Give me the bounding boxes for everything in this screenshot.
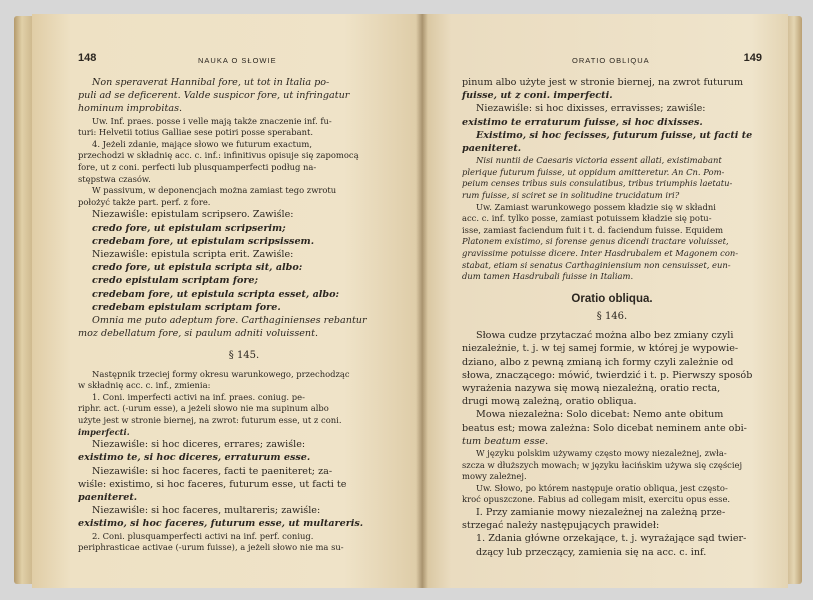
left-text-line: Następnik trzeciej formy okresu warunkowego, przechodząc: [92, 368, 350, 379]
right-text-line: beatus est; mowa zależna: Solo dicebat neminem ante obi-: [462, 422, 747, 434]
right-text-line: fuisse, ut z coni. imperfecti.: [462, 90, 613, 102]
right-text-line: Nisi nuntii de Caesaris victoria essent allati, existimabant: [476, 155, 722, 166]
right-text-line: existimo te erraturum fuisse, si hoc dixisses.: [462, 116, 703, 128]
left-text-line: existimo, si hoc faceres, futurum esse, ut multareris.: [78, 518, 364, 530]
left-text-line: Niezawiśle: si hoc diceres, errares; zawiśle:: [92, 439, 306, 451]
left-text-line: turi: Helvetii totius Galliae sese potiri posse sperabant.: [78, 127, 314, 138]
right-text-line: Niezawiśle: si hoc dixisses, erravisses; zawiśle:: [476, 103, 706, 115]
left-text-line: 2. Coni. plusquamperfecti activi na inf. perf. coniug.: [92, 530, 314, 541]
right-text-line: tum beatum esse.: [462, 435, 549, 447]
oratio-obliqua-heading: Oratio obliqua.: [571, 292, 653, 305]
left-text-line: credebam fore, ut epistula scripta esset, albo:: [92, 288, 340, 300]
left-text-line: wiśle: existimo, si hoc faceres, futurum esse, ut facti te: [78, 478, 347, 490]
left-text-line: moz debellatum fore, si paulum adniti voluissent.: [78, 328, 319, 340]
left-text-line: 1. Coni. imperfecti activi na inf. praes. coniug. pe-: [92, 391, 305, 402]
right-text-line: Existimo, si hoc fecisses, futurum fuisse, ut facti te: [476, 129, 753, 141]
left-running-title: NAUKA O SŁOWIE: [198, 56, 277, 65]
right-text-line: Uw. Słowo, po którem następuje oratio obliqua, jest często-: [476, 482, 728, 493]
left-text-line: credo fore, ut epistula scripta sit, albo:: [92, 262, 303, 274]
left-text-line: 4. Jeżeli zdanie, mające słowo we futurum exactum,: [92, 138, 313, 149]
left-page-number: 148: [78, 52, 97, 64]
left-text-line: periphrasticae activae (-urum fuisse), a jeżeli słowo nie ma su-: [78, 542, 344, 553]
left-text-line: użyte jest w stronie biernej, na zwrot: futurum esse, ut z coni.: [78, 414, 342, 425]
right-text-line: dzący lub przeczący, zamienia się na acc. c. inf.: [476, 546, 707, 558]
left-text-line: riphr. act. (-urum esse), a jeżeli słowo nie ma supinum albo: [78, 403, 329, 414]
left-text-line: Niezawiśle: si hoc faceres, facti te paeniteret; za-: [92, 465, 333, 477]
right-text-line: strzegać należy następujących prawideł:: [462, 520, 660, 532]
right-text-line: Mowa niezależna: Solo dicebat: Nemo ante obitum: [476, 409, 724, 421]
right-text-line: acc. c. inf. tylko posse, zamiast potuissem kładzie się potu-: [462, 213, 712, 224]
right-text-line: drugi mową zależną, oratio obliqua.: [462, 396, 637, 408]
section-145-heading: § 145.: [228, 350, 260, 362]
left-text-line: puli ad se deficerent. Valde suspicor fore, ut infringatur: [78, 90, 350, 102]
left-text-line: Niezawiśle: epistulam scripsero. Zawiśle:: [92, 209, 294, 221]
left-page-body: [78, 76, 410, 554]
left-text-line: położyć także part. perf. z fore.: [78, 196, 211, 207]
right-page-edges: [786, 16, 802, 584]
left-text-line: credebam fore, ut epistulam scripsissem.: [92, 235, 315, 247]
left-text-line: credebam epistulam scriptam fore.: [92, 301, 281, 313]
right-text-line: paeniteret.: [462, 143, 522, 155]
section-146-heading: § 146.: [596, 310, 628, 322]
right-text-line: szcza w dłuższych mowach; w języku łacińskim używa się częściej: [462, 459, 743, 470]
right-text-line: dum tamen Hasdrubali fuisse in Italiam.: [462, 271, 634, 282]
right-text-line: isse, zamiast faciendum fuit i t. d. faciendum fuisse. Equidem: [462, 224, 724, 235]
right-page-number: 149: [743, 52, 762, 64]
right-text-line: mowy zależnej.: [462, 471, 527, 482]
right-page: [422, 14, 788, 588]
left-text-line: Niezawiśle: epistula scripta erit. Zawiśle:: [92, 248, 294, 260]
left-text-line: stępstwa czasów.: [78, 173, 151, 184]
left-page-edges: [14, 16, 34, 584]
left-text-line: Omnia me puto adeptum fore. Carthaginienses rebantur: [92, 314, 367, 326]
right-text-line: Słowa cudze przytaczać można albo bez zmiany czyli: [476, 330, 734, 342]
left-text-line: credo fore, ut epistulam scripserim;: [92, 222, 286, 234]
right-text-line: wyrażenia nazywa się mową niezależną, oratio recta,: [462, 382, 721, 394]
right-text-line: pinum albo użyte jest w stronie biernej, na zwrot futurum: [462, 77, 744, 88]
right-text-line: dziano, albo z pewną zmianą ich formy czyli zależnie od: [462, 356, 734, 368]
right-text-line: plerique futurum fuisse, ut oppidum amitteretur. An Cn. Pom-: [462, 166, 725, 177]
right-text-line: gravissime potuisse dicere. Inter Hasdrubalem et Magonem con-: [462, 247, 739, 258]
right-text-line: Uw. Zamiast warunkowego possem kładzie się w składni: [476, 201, 716, 212]
left-text-line: fore, ut z coni. perfecti lub plusquamperfecti podług na-: [78, 161, 317, 172]
left-text-line: credo epistulam scriptam fore;: [92, 275, 259, 287]
left-text-line: Non speraverat Hannibal fore, ut tot in Italia po-: [92, 77, 330, 88]
left-page: [32, 14, 422, 588]
right-text-line: niezależnie, t. j. w tej samej formie, w której je wypowie-: [462, 343, 739, 355]
left-text-line: existimo te, si hoc diceres, erraturum esse.: [78, 452, 311, 464]
right-page-body: [462, 76, 762, 559]
left-text-line: w składnię acc. c. inf., zmienia:: [78, 380, 211, 391]
left-text-line: imperfecti.: [78, 426, 130, 437]
right-running-title: ORATIO OBLIQUA: [572, 56, 650, 65]
left-text-line: Niezawiśle: si hoc faceres, multareris; zawiśle:: [92, 505, 321, 517]
right-text-line: 1. Zdania główne orzekające, t. j. wyrażające sąd twier-: [476, 533, 747, 545]
right-text-line: peium censes tribus suis consulatibus, tribus triumphis laetatu-: [462, 178, 733, 189]
right-text-line: kroć opuszczone. Fabius ad collegam misit, exercitu opus esse.: [462, 494, 731, 505]
right-text-line: stabat, etiam si senatus Carthaginiensium non censuisset, eun-: [462, 259, 731, 270]
book-gutter: [416, 14, 428, 588]
open-book: [14, 6, 802, 594]
right-text-line: I. Przy zamianie mowy niezależnej na zależną prze-: [476, 506, 726, 518]
right-text-line: rum fuisse, si sciret se in solitudine trucidatum iri?: [462, 190, 680, 200]
right-text-line: Platonem existimo, si forense genus dicendi tractare voluisset,: [462, 236, 729, 247]
left-text-line: Uw. Inf. praes. posse i velle mają także znaczenie inf. fu-: [92, 115, 332, 126]
left-text-line: W passivum, w deponencjach można zamiast tego zwrotu: [92, 185, 337, 196]
left-text-line: paeniteret.: [78, 491, 138, 503]
right-text-line: słowa, znaczącego: mówić, twierdzić i t. p. Pierwszy sposób: [462, 369, 753, 381]
left-text-line: przechodzi w składnię acc. c. inf.: infinitivus opisuje się zapomocą: [78, 150, 359, 161]
left-text-line: hominum improbitas.: [78, 103, 183, 115]
right-text-line: W języku polskim używamy często mowy niezależnej, zwła-: [476, 447, 727, 458]
